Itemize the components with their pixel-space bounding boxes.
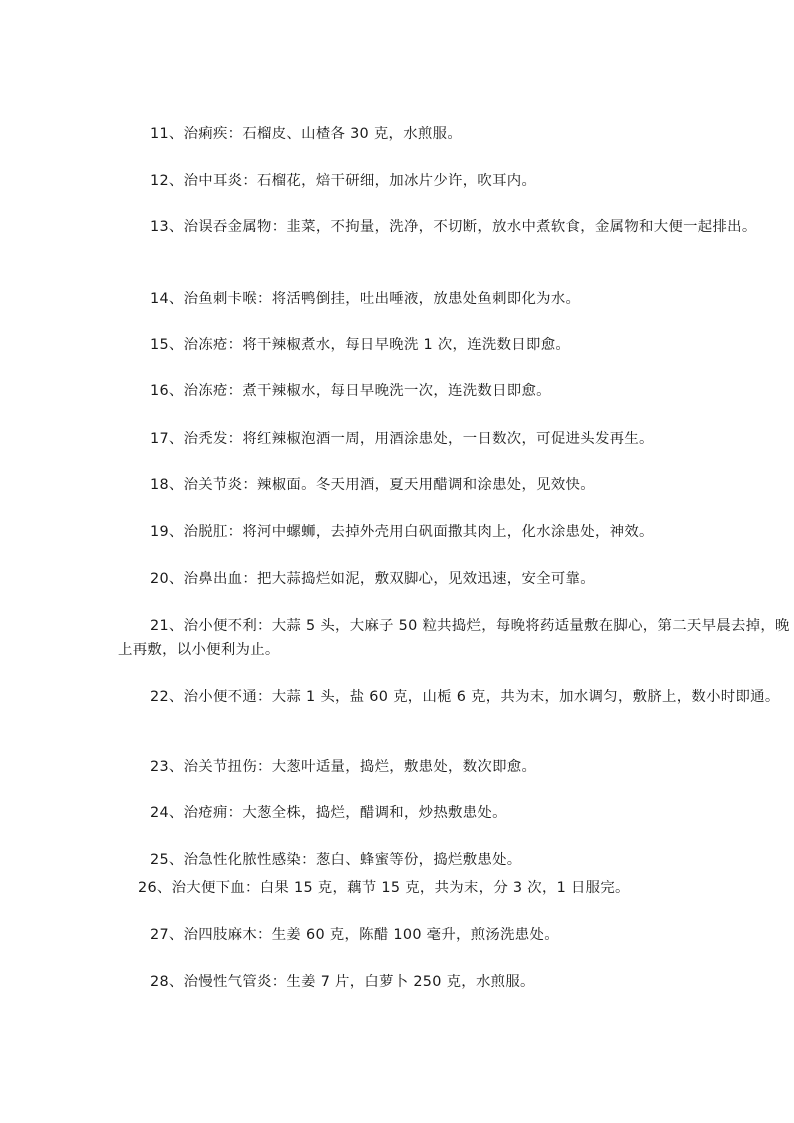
remedy-item-24: 24、治疮痈：大葱全株，捣烂，醋调和，炒热敷患处。 [150, 805, 507, 821]
remedy-item-18: 18、治关节炎：辣椒面。冬天用酒，夏天用醋调和涂患处，见效快。 [150, 477, 595, 493]
remedy-item-26: 26、治大便下血：白果 15 克，藕节 15 克，共为末，分 3 次，1 日服完。 [138, 880, 630, 896]
remedy-item-15: 15、治冻疮：将干辣椒煮水，每日早晚洗 1 次，连洗数日即愈。 [150, 337, 571, 353]
remedy-item-20: 20、治鼻出血：把大蒜捣烂如泥，敷双脚心，见效迅速，安全可靠。 [150, 571, 595, 587]
remedy-item-25: 25、治急性化脓性感染：葱白、蜂蜜等份，捣烂敷患处。 [150, 852, 522, 868]
remedy-item-27: 27、治四肢麻木：生姜 60 克，陈醋 100 毫升，煎汤洗患处。 [150, 927, 559, 943]
remedy-item-17: 17、治秃发：将红辣椒泡酒一周，用酒涂患处，一日数次，可促进头发再生。 [150, 431, 654, 447]
remedy-item-12: 12、治中耳炎：石榴花，焙干研细，加冰片少许，吹耳内。 [150, 173, 537, 189]
remedy-item-16: 16、治冻疮：煮干辣椒水，每日早晚洗一次，连洗数日即愈。 [150, 383, 551, 399]
remedy-item-19: 19、治脱肛：将河中螺蛳，去掉外壳用白矾面撒其肉上，化水涂患处，神效。 [150, 524, 654, 540]
remedy-item-21: 21、治小便不利：大蒜 5 头，大麻子 50 粒共捣烂，每晚将药适量敷在脚心，第二天早晨去掉，晚上再敷，以小便利为止。 [118, 618, 790, 658]
remedy-item-11: 11、治痢疾：石榴皮、山楂各 30 克，水煎服。 [150, 126, 463, 142]
remedy-item-22: 22、治小便不通：大蒜 1 头，盐 60 克，山栀 6 克，共为末，加水调匀，敷脐上，数小时即通。 [150, 689, 780, 705]
remedy-item-28: 28、治慢性气管炎：生姜 7 片，白萝卜 250 克，水煎服。 [150, 974, 535, 990]
remedy-item-13: 13、治误吞金属物：韭菜，不拘量，洗净，不切断，放水中煮软食，金属物和大便一起排出。 [150, 219, 757, 235]
remedy-item-14: 14、治鱼刺卡喉：将活鸭倒挂，吐出唾液，放患处鱼刺即化为水。 [150, 291, 581, 307]
remedy-item-23: 23、治关节扭伤：大葱叶适量，捣烂，敷患处，数次即愈。 [150, 759, 537, 775]
